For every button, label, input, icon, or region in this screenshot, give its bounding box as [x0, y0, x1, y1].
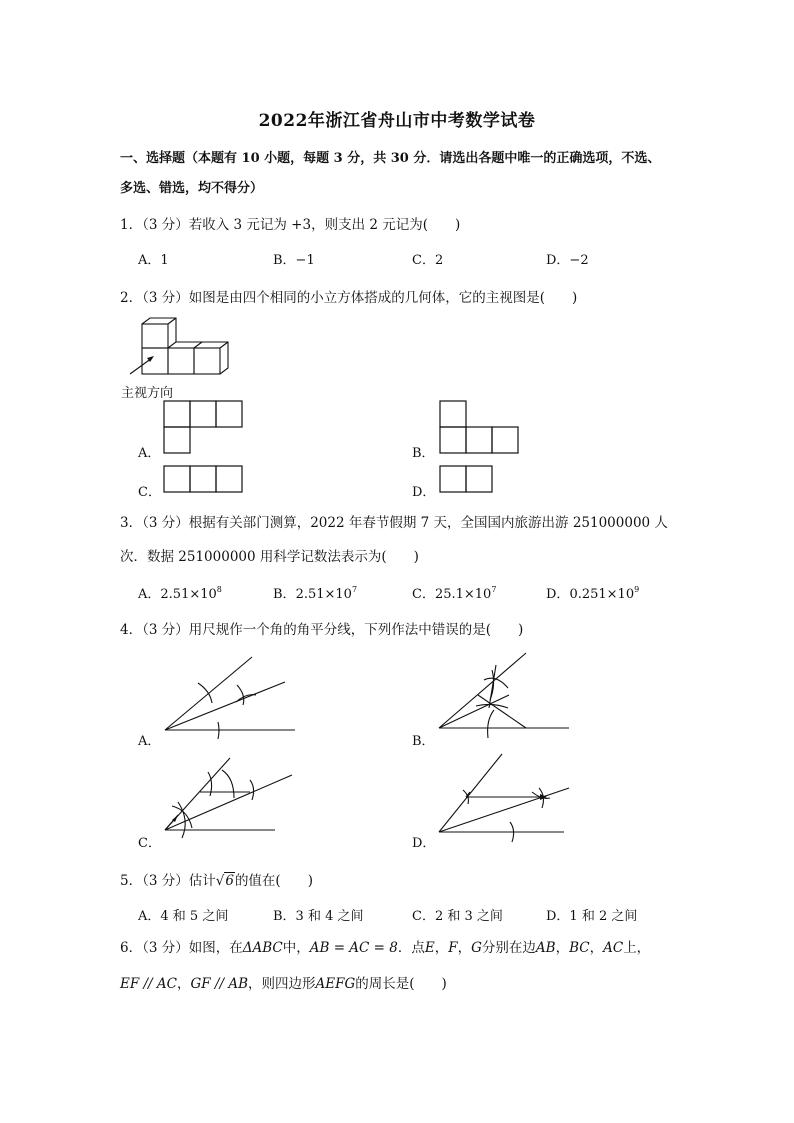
question-1-option-c: C．2: [412, 253, 444, 268]
question-2-option-d: D．: [412, 485, 436, 500]
question-5-option-c: C．2 和 3 之间: [412, 909, 503, 924]
question-1-stem: 1．（3 分）若收入 3 元记为 +3，则支出 2 元记为( ): [120, 217, 461, 233]
question-5-option-d: D．1 和 2 之间: [546, 909, 638, 924]
question-3-line2: 次．数据 251000000 用科学记数法表示为( ): [120, 549, 419, 565]
question-5-option-a: A．4 和 5 之间: [138, 909, 229, 924]
question-4-stem: 4．（3 分）用尺规作一个角的角平分线，下列作法中错误的是( ): [120, 622, 524, 638]
question-4-option-d-figure: [434, 752, 574, 844]
question-2-option-c: C．: [138, 485, 161, 500]
question-1-option-d: D．−2: [546, 253, 589, 268]
question-1-option-b: B．−1: [273, 253, 315, 268]
question-4-option-b: B．: [412, 734, 435, 749]
question-3-line1: 3．（3 分）根据有关部门测算，2022 年春节假期 7 天，全国国内旅游出游 251000000 人: [120, 515, 668, 531]
question-3-option-b: B．$2.51\times 10^7$: [273, 585, 358, 602]
question-4-option-c-figure: [160, 750, 300, 845]
section-heading-line2: 多选、错选，均不得分）: [120, 181, 264, 196]
page-title: 2022年浙江省舟山市中考数学试卷: [258, 111, 536, 131]
question-4-option-a-figure: [160, 655, 300, 740]
question-2-option-a: A．: [138, 446, 161, 461]
question-2-option-a-figure: [163, 400, 245, 455]
question-3-option-d: D．$0.251\times 10^9$: [546, 585, 640, 602]
question-4-option-c: C．: [138, 836, 161, 851]
question-5-stem: 5．（3 分）估计√6的值在( ): [120, 873, 313, 889]
question-6-line2: EF // AC，GF // AB，则四边形AEFG的周长是( ): [120, 976, 447, 992]
question-2-option-b-figure: [439, 400, 521, 455]
question-3-option-c: C．$25.1\times 10^7$: [412, 585, 497, 602]
question-4-option-b-figure: [434, 650, 574, 745]
question-1-option-a: A．1: [138, 253, 169, 268]
question-2-stem: 2．（3 分）如图是由四个相同的小立方体搭成的几何体，它的主视图是( ): [120, 290, 578, 306]
question-3-option-a: A．$2.51\times 10^8$: [138, 585, 222, 602]
question-2-option-d-figure: [439, 465, 495, 494]
section-heading-line1: 一、选择题（本题有 10 小题，每题 3 分，共 30 分．请选出各题中唯一的正确选项，不选、: [120, 151, 661, 166]
question-2-option-b: B．: [412, 446, 435, 461]
view-direction-label: 主视方向: [121, 386, 174, 401]
cube-stack-figure: [120, 314, 240, 384]
question-2-option-c-figure: [163, 465, 245, 494]
question-4-option-d: D．: [412, 836, 436, 851]
question-5-option-b: B．3 和 4 之间: [273, 909, 364, 924]
question-6-line1: 6．（3 分）如图，在ΔABC中，AB = AC = 8．点E，F，G分别在边AB，BC，AC上，: [120, 940, 651, 956]
question-4-option-a: A．: [138, 734, 161, 749]
